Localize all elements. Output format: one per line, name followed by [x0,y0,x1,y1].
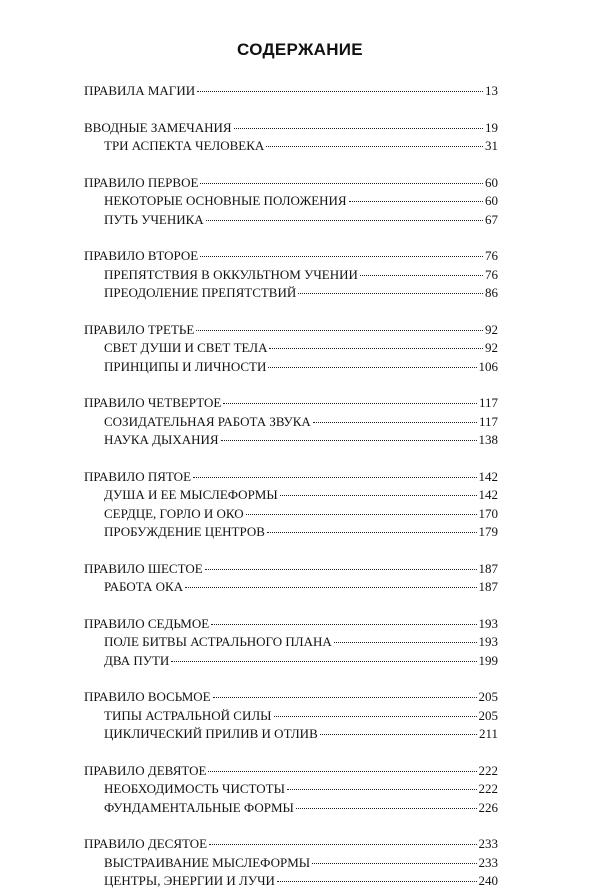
dot-leader [196,330,483,331]
toc-entry-label: ПРОБУЖДЕНИЕ ЦЕНТРОВ [104,524,265,539]
toc-page-number: 138 [478,432,498,447]
toc-page-number: 222 [478,762,498,778]
toc-subentry[interactable] [84,358,498,377]
toc-subentry[interactable] [84,505,498,524]
toc-entry-label: ПРЕПЯТСТВИЯ В ОККУЛЬТНОМ УЧЕНИИ [104,266,358,282]
toc-entry[interactable] [84,321,498,340]
dot-leader [313,422,477,423]
toc-entry-label: ПРАВИЛО ВОСЬМОЕ [84,689,211,704]
toc-section [84,394,498,450]
toc-entry-label: ПУТЬ УЧЕНИКА [104,211,204,227]
toc-subentry[interactable] [84,284,498,303]
toc-section [84,174,498,230]
dot-leader [296,808,477,809]
table-of-contents [84,72,498,891]
toc-section [84,247,498,303]
toc-entry-label: ПРИНЦИПЫ И ЛИЧНОСТИ [104,358,267,374]
toc-subentry[interactable] [84,799,498,818]
toc-page-number: 205 [478,707,498,723]
toc-entry-label: ДУША И ЕЕ МЫСЛЕФОРМЫ [104,487,278,502]
toc-entry-label: ФУНДАМЕНТАЛЬНЫЕ ФОРМЫ [104,799,294,815]
dot-leader [171,661,476,662]
dot-leader [349,201,483,202]
toc-entry[interactable] [84,615,498,634]
dot-leader [206,220,483,221]
toc-page-number: 117 [478,413,498,429]
toc-entry-label: СОЗИДАТЕЛЬНАЯ РАБОТА ЗВУКА [104,413,311,429]
dot-leader [200,256,483,257]
toc-page-number: 199 [478,652,498,668]
toc-page-number: 142 [478,487,498,502]
toc-section [84,688,498,744]
toc-section [84,119,498,156]
toc-page-number: 67 [485,211,498,227]
toc-subentry[interactable] [84,725,498,744]
toc-entry-label: ПРАВИЛО ДЕВЯТОЕ [84,762,207,778]
toc-subentry[interactable] [84,192,498,211]
toc-subentry[interactable] [84,578,498,597]
toc-entry-label: НЕОБХОДИМОСТЬ ЧИСТОТЫ [104,781,285,796]
toc-page-number: 222 [478,781,498,796]
dot-leader [267,532,477,533]
toc-entry-label: ПРАВИЛО ЧЕТВЕРТОЕ [84,395,222,410]
dot-leader [213,697,477,698]
dot-leader [223,403,477,404]
toc-entry-label: ПРАВИЛО СЕДЬМОЕ [84,615,210,631]
dot-leader [277,881,477,882]
toc-entry-label: ЦЕНТРЫ, ЭНЕРГИИ И ЛУЧИ [104,873,275,888]
toc-entry[interactable] [84,835,498,854]
toc-entry-label: ДВА ПУТИ [104,652,170,668]
toc-entry[interactable] [84,119,498,138]
toc-page-number: 205 [478,689,498,704]
toc-section [84,468,498,542]
toc-entry-label: ЦИКЛИЧЕСКИЙ ПРИЛИВ И ОТЛИВ [104,726,318,741]
dot-leader [312,863,476,864]
dot-leader [200,183,483,184]
toc-page-number: 187 [478,560,498,576]
dot-leader [298,293,483,294]
dot-leader [197,91,483,92]
toc-entry[interactable] [84,174,498,193]
toc-entry-label: ВВОДНЫЕ ЗАМЕЧАНИЯ [84,119,232,135]
toc-page-number: 142 [478,468,498,484]
toc-entry-label: ПРАВИЛО ПЕРВОЕ [84,174,199,190]
toc-page-number: 193 [478,615,498,631]
dot-leader [287,789,477,790]
toc-entry[interactable] [84,560,498,579]
toc-entry[interactable] [84,394,498,413]
toc-entry-label: ПРАВИЛО ПЯТОЕ [84,468,192,484]
toc-section [84,762,498,818]
toc-subentry[interactable] [84,872,498,891]
toc-entry-label: СВЕТ ДУШИ И СВЕТ ТЕЛА [104,340,268,355]
dot-leader [209,844,476,845]
toc-entry-label: ПРАВИЛО ТРЕТЬЕ [84,321,195,337]
toc-entry-label: ПОЛЕ БИТВЫ АСТРАЛЬНОГО ПЛАНА [104,634,332,649]
toc-entry-label: ТИПЫ АСТРАЛЬНОЙ СИЛЫ [104,707,272,723]
toc-page-number: 13 [485,83,498,98]
dot-leader [320,734,477,735]
toc-page-number: 31 [485,138,498,153]
toc-entry[interactable] [84,468,498,487]
toc-subentry[interactable] [84,339,498,358]
dot-leader [221,440,477,441]
dot-leader [193,477,476,478]
toc-page-number: 211 [478,726,498,741]
toc-page-number: 240 [478,873,498,888]
toc-entry-label: ПРАВИЛА МАГИИ [84,83,196,98]
toc-entry[interactable] [84,82,498,101]
toc-section [84,321,498,377]
toc-subentry[interactable] [84,266,498,285]
toc-page-number: 92 [485,340,498,355]
dot-leader [360,275,483,276]
toc-page-number: 19 [485,119,498,135]
dot-leader [234,128,483,129]
toc-entry-label: НАУКА ДЫХАНИЯ [104,432,219,447]
toc-entry-label: ПРАВИЛО ВТОРОЕ [84,248,199,263]
toc-page-number: 193 [478,634,498,649]
toc-entry[interactable] [84,688,498,707]
toc-page-number: 233 [478,836,498,851]
toc-subentry[interactable] [84,413,498,432]
toc-subentry[interactable] [84,486,498,505]
toc-entry-label: НЕКОТОРЫЕ ОСНОВНЫЕ ПОЛОЖЕНИЯ [104,193,347,208]
toc-subentry[interactable] [84,707,498,726]
toc-section [84,560,498,597]
toc-section [84,835,498,891]
toc-entry-label: ТРИ АСПЕКТА ЧЕЛОВЕКА [104,138,265,153]
dot-leader [268,367,476,368]
toc-entry-label: РАБОТА ОКА [104,579,184,594]
toc-page-number: 106 [478,358,498,374]
toc-section [84,82,498,101]
toc-section [84,615,498,671]
dot-leader [269,348,483,349]
toc-entry[interactable] [84,762,498,781]
dot-leader [274,716,477,717]
toc-entry-label: ПРАВИЛО ШЕСТОЕ [84,560,203,576]
toc-subentry[interactable] [84,652,498,671]
toc-subentry[interactable] [84,137,498,156]
toc-page-number: 60 [485,193,498,208]
toc-page-number: 187 [478,579,498,594]
toc-subentry[interactable] [84,780,498,799]
toc-entry-label: СЕРДЦЕ, ГОРЛО И ОКО [104,505,244,521]
toc-page-number: 226 [478,799,498,815]
toc-page-number: 117 [478,395,498,410]
toc-entry[interactable] [84,247,498,266]
toc-page-number: 233 [478,854,498,870]
toc-subentry[interactable] [84,854,498,873]
dot-leader [205,569,477,570]
dot-leader [185,587,476,588]
toc-entry-label: ПРАВИЛО ДЕСЯТОЕ [84,836,208,851]
dot-leader [334,642,477,643]
dot-leader [208,771,476,772]
toc-page-number: 179 [478,524,498,539]
dot-leader [211,624,476,625]
dot-leader [266,146,483,147]
toc-subentry[interactable] [84,523,498,542]
toc-subentry[interactable] [84,211,498,230]
toc-entry-label: ВЫСТРАИВАНИЕ МЫСЛЕФОРМЫ [104,854,311,870]
toc-subentry[interactable] [84,633,498,652]
dot-leader [246,514,477,515]
toc-page-number: 76 [485,248,498,263]
toc-page-number: 86 [485,285,498,300]
toc-subentry[interactable] [84,431,498,450]
toc-page-number: 170 [478,505,498,521]
page-title: СОДЕРЖАНИЕ [237,40,363,59]
toc-entry-label: ПРЕОДОЛЕНИЕ ПРЕПЯТСТВИЙ [104,285,297,300]
toc-page-number: 92 [485,321,498,337]
toc-page-number: 60 [485,174,498,190]
dot-leader [280,495,477,496]
toc-page-number: 76 [485,266,498,282]
